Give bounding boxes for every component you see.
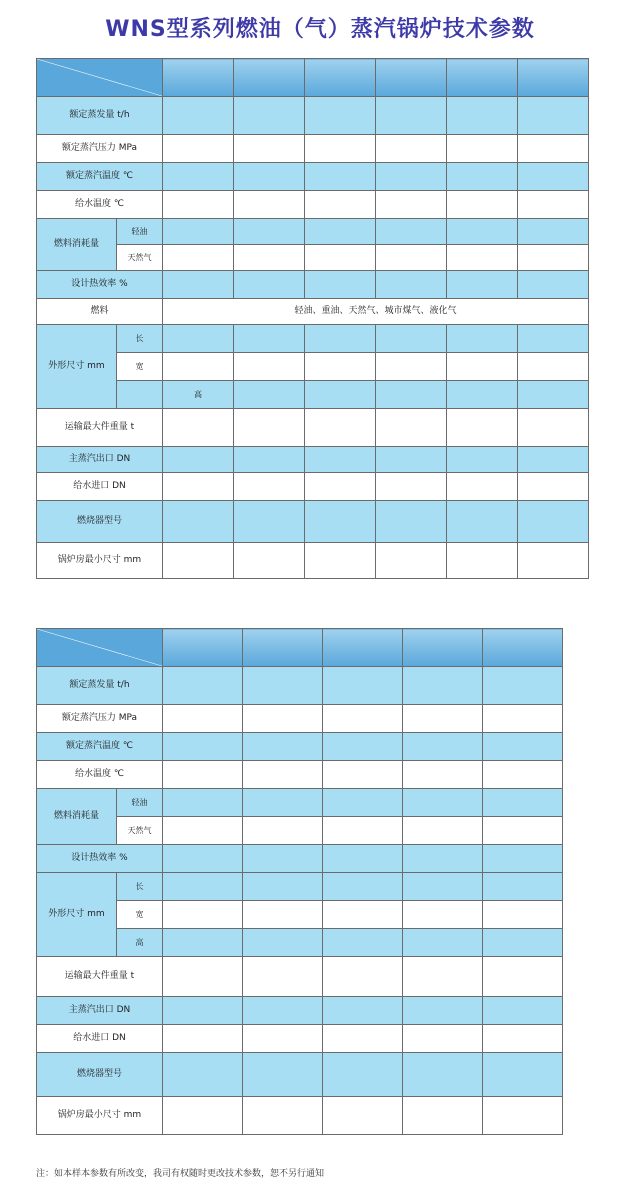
table-row: [37, 245, 589, 271]
row-label: 燃料: [37, 299, 163, 325]
table-cell: [447, 271, 518, 299]
table-cell: [447, 409, 518, 447]
row-label: 锅炉房最小尺寸 mm: [37, 1097, 163, 1135]
row-sublabel: 长: [117, 325, 163, 353]
table-cell: [483, 733, 563, 761]
table-cell: [447, 163, 518, 191]
table-cell: [323, 705, 403, 733]
table-cell: [447, 447, 518, 473]
table-cell: [243, 817, 323, 845]
table-cell: [305, 245, 376, 271]
table-cell: [403, 789, 483, 817]
table-cell: [483, 997, 563, 1025]
table-row: [37, 705, 563, 733]
model-header: [163, 59, 234, 97]
table-cell: [447, 97, 518, 135]
table-cell: [163, 789, 243, 817]
row-label: 燃料消耗量: [37, 789, 117, 845]
table-cell: [305, 447, 376, 473]
table-row: [37, 97, 589, 135]
table-row: [37, 271, 589, 299]
table-cell: [323, 873, 403, 901]
header-corner: [37, 629, 163, 667]
model-header: [323, 629, 403, 667]
model-header: [234, 59, 305, 97]
row-label: 给水温度 ℃: [37, 761, 163, 789]
table-cell: [243, 789, 323, 817]
table-cell: [163, 271, 234, 299]
model-header: [243, 629, 323, 667]
table-cell: [234, 325, 305, 353]
table-cell: [403, 873, 483, 901]
table-cell: [518, 271, 589, 299]
row-label: 主蒸汽出口 DN: [37, 447, 163, 473]
table-cell: [163, 1025, 243, 1053]
table-cell: [483, 705, 563, 733]
table-cell: [163, 761, 243, 789]
table-cell: [163, 135, 234, 163]
table-cell: [243, 873, 323, 901]
table-cell: [234, 447, 305, 473]
row-sublabel: 高: [117, 929, 163, 957]
row-label: 运输最大件重量 t: [37, 957, 163, 997]
row-sublabel: 天然气: [117, 245, 163, 271]
table-cell: [323, 901, 403, 929]
table-row: [37, 761, 563, 789]
row-label: 设计热效率 %: [37, 845, 163, 873]
table-cell: [376, 543, 447, 579]
table-cell: [447, 219, 518, 245]
table-cell: [376, 271, 447, 299]
table-cell: [483, 1097, 563, 1135]
table-cell: [234, 219, 305, 245]
table-cell: [323, 957, 403, 997]
table-cell: [163, 817, 243, 845]
row-sublabel: 宽: [117, 353, 163, 381]
table-row: [37, 1025, 563, 1053]
table-cell: [323, 761, 403, 789]
row-label: 给水进口 DN: [37, 1025, 163, 1053]
table-cell: [234, 501, 305, 543]
table-cell: [305, 271, 376, 299]
table-cell: [483, 845, 563, 873]
table-cell: [376, 381, 447, 409]
table-row: [37, 135, 589, 163]
table-cell: [376, 501, 447, 543]
table-cell: [323, 1097, 403, 1135]
table-cell: [163, 957, 243, 997]
table-cell: [518, 543, 589, 579]
row-label: 燃料消耗量: [37, 219, 117, 271]
row-sublabel: 轻油: [117, 789, 163, 817]
table-cell: [305, 543, 376, 579]
table-cell: [234, 271, 305, 299]
model-header: [305, 59, 376, 97]
merged-cell: 轻油、重油、天然气、城市煤气、液化气: [163, 299, 589, 325]
row-label: 额定蒸汽压力 MPa: [37, 705, 163, 733]
table-row: [37, 325, 589, 353]
table-row: [37, 733, 563, 761]
table-cell: [518, 501, 589, 543]
spec-table-2: [36, 628, 563, 1135]
table-cell: [163, 97, 234, 135]
table-cell: [243, 957, 323, 997]
table-cell: [403, 761, 483, 789]
row-label: 额定蒸发量 t/h: [37, 97, 163, 135]
table-cell: [447, 473, 518, 501]
table-row: [37, 845, 563, 873]
table-cell: [483, 929, 563, 957]
row-label: 燃烧器型号: [37, 1053, 163, 1097]
table-cell: [376, 219, 447, 245]
table-cell: [518, 325, 589, 353]
table-cell: [163, 219, 234, 245]
table-row: [37, 409, 589, 447]
table-cell: [447, 325, 518, 353]
model-header: [163, 629, 243, 667]
table-cell: [163, 845, 243, 873]
header-corner: [37, 59, 163, 97]
table-cell: [163, 409, 234, 447]
model-header: [376, 59, 447, 97]
table-cell: [483, 1025, 563, 1053]
table-cell: [376, 163, 447, 191]
row-sublabel: 长: [117, 873, 163, 901]
table-cell: [243, 761, 323, 789]
table-cell: [163, 929, 243, 957]
table-cell: [518, 191, 589, 219]
table-cell: [483, 957, 563, 997]
table-row: [37, 997, 563, 1025]
table-cell: [403, 1053, 483, 1097]
table-cell: [305, 473, 376, 501]
table-cell: [323, 929, 403, 957]
table-cell: [234, 381, 305, 409]
table-cell: [376, 353, 447, 381]
table-cell: [518, 381, 589, 409]
row-label: 给水进口 DN: [37, 473, 163, 501]
table-row: [37, 219, 589, 245]
table-cell: [403, 1025, 483, 1053]
table-cell: [234, 473, 305, 501]
table-cell: [376, 135, 447, 163]
table-cell: [483, 1053, 563, 1097]
table-cell: [518, 353, 589, 381]
table-cell: [163, 1053, 243, 1097]
table-row: [37, 1053, 563, 1097]
table-cell: [403, 817, 483, 845]
table-cell: [403, 901, 483, 929]
row-sublabel: 天然气: [117, 817, 163, 845]
table-row: [37, 447, 589, 473]
table-cell: [163, 473, 234, 501]
table-cell: [518, 163, 589, 191]
table-cell: [234, 97, 305, 135]
table-cell: [243, 1025, 323, 1053]
table-cell: [243, 1053, 323, 1097]
table-row: [37, 543, 589, 579]
table-cell: [323, 1025, 403, 1053]
table-row: [37, 381, 589, 409]
row-sublabel: 宽: [117, 901, 163, 929]
table-cell: [163, 733, 243, 761]
row-label: [117, 381, 163, 409]
table-row: [37, 191, 589, 219]
table-cell: [234, 353, 305, 381]
table-cell: [483, 901, 563, 929]
table-cell: [376, 245, 447, 271]
table-cell: [376, 97, 447, 135]
row-label: 给水温度 ℃: [37, 191, 163, 219]
table-cell: [447, 245, 518, 271]
table-cell: [447, 501, 518, 543]
table-cell: [163, 191, 234, 219]
table-cell: [234, 409, 305, 447]
table-cell: [403, 997, 483, 1025]
row-label: 主蒸汽出口 DN: [37, 997, 163, 1025]
table-cell: [518, 473, 589, 501]
table-row: [37, 501, 589, 543]
table-cell: [403, 667, 483, 705]
table-cell: [447, 191, 518, 219]
table-cell: [323, 845, 403, 873]
table-cell: [323, 789, 403, 817]
table-cell: [243, 929, 323, 957]
table-cell: [234, 163, 305, 191]
table-cell: [518, 245, 589, 271]
table-cell: [403, 1097, 483, 1135]
table-cell: [376, 447, 447, 473]
table-cell: [403, 957, 483, 997]
table-cell: [305, 501, 376, 543]
table-cell: [447, 353, 518, 381]
table-cell: [163, 353, 234, 381]
table-cell: [163, 873, 243, 901]
model-header: [403, 629, 483, 667]
table-cell: [305, 353, 376, 381]
table-cell: [163, 325, 234, 353]
table-cell: [376, 409, 447, 447]
table-cell: [163, 543, 234, 579]
page-title: WNS型系列燃油（气）蒸汽锅炉技术参数: [105, 17, 535, 42]
table-cell: [243, 1097, 323, 1135]
footnote: 注：如本样本参数有所改变，我司有权随时更改技术参数，恕不另行通知: [36, 1169, 325, 1179]
model-header: [483, 629, 563, 667]
table-cell: [447, 543, 518, 579]
table-cell: [305, 219, 376, 245]
table-cell: [447, 381, 518, 409]
table-cell: [305, 409, 376, 447]
table-cell: [163, 501, 234, 543]
table-cell: [323, 997, 403, 1025]
row-label: 设计热效率 %: [37, 271, 163, 299]
table-cell: [163, 705, 243, 733]
row-label: 额定蒸汽温度 ℃: [37, 163, 163, 191]
row-label: 额定蒸汽压力 MPa: [37, 135, 163, 163]
table-cell: [376, 325, 447, 353]
row-label: 运输最大件重量 t: [37, 409, 163, 447]
table-cell: [163, 667, 243, 705]
table-row: [37, 1097, 563, 1135]
table-cell: [234, 543, 305, 579]
table-cell: [518, 409, 589, 447]
row-label: 锅炉房最小尺寸 mm: [37, 543, 163, 579]
table-cell: [243, 705, 323, 733]
row-label: 额定蒸汽温度 ℃: [37, 733, 163, 761]
table-cell: [163, 997, 243, 1025]
row-label: 外形尺寸 mm: [37, 325, 117, 409]
table-cell: [243, 845, 323, 873]
table-cell: [376, 473, 447, 501]
table-cell: [305, 163, 376, 191]
model-header: [447, 59, 518, 97]
table-cell: [323, 1053, 403, 1097]
table-row: [37, 163, 589, 191]
table-cell: [305, 97, 376, 135]
table-cell: [163, 245, 234, 271]
row-sublabel: 高: [163, 381, 234, 409]
table-cell: [518, 447, 589, 473]
table-row: [37, 789, 563, 817]
table-cell: [483, 817, 563, 845]
table-cell: [323, 733, 403, 761]
table-cell: [163, 901, 243, 929]
row-sublabel: 轻油: [117, 219, 163, 245]
table-cell: [323, 817, 403, 845]
table-row: [37, 299, 589, 325]
table-cell: [403, 845, 483, 873]
table-cell: [305, 135, 376, 163]
table-cell: [483, 873, 563, 901]
table-cell: [163, 447, 234, 473]
table-row: [37, 667, 563, 705]
table-cell: [403, 929, 483, 957]
table-cell: [447, 135, 518, 163]
table-cell: [243, 667, 323, 705]
table-cell: [403, 733, 483, 761]
table-cell: [305, 325, 376, 353]
spec-table-1: [36, 58, 589, 579]
table-cell: [376, 191, 447, 219]
table-cell: [243, 997, 323, 1025]
table-cell: [483, 761, 563, 789]
table-row: [37, 957, 563, 997]
table-cell: [518, 219, 589, 245]
table-cell: [163, 1097, 243, 1135]
table-cell: [518, 97, 589, 135]
table-row: [37, 873, 563, 901]
table-row: [37, 353, 589, 381]
table-cell: [403, 705, 483, 733]
table-cell: [234, 245, 305, 271]
table-row: [37, 473, 589, 501]
table-cell: [234, 191, 305, 219]
table-cell: [305, 191, 376, 219]
table-cell: [234, 135, 305, 163]
model-header: [518, 59, 589, 97]
table-cell: [243, 901, 323, 929]
table-cell: [163, 163, 234, 191]
row-label: 燃烧器型号: [37, 501, 163, 543]
table-cell: [483, 667, 563, 705]
table-cell: [305, 381, 376, 409]
row-label: 额定蒸发量 t/h: [37, 667, 163, 705]
table-cell: [243, 733, 323, 761]
table-cell: [483, 789, 563, 817]
table-cell: [518, 135, 589, 163]
row-label: 外形尺寸 mm: [37, 873, 117, 957]
table-cell: [323, 667, 403, 705]
